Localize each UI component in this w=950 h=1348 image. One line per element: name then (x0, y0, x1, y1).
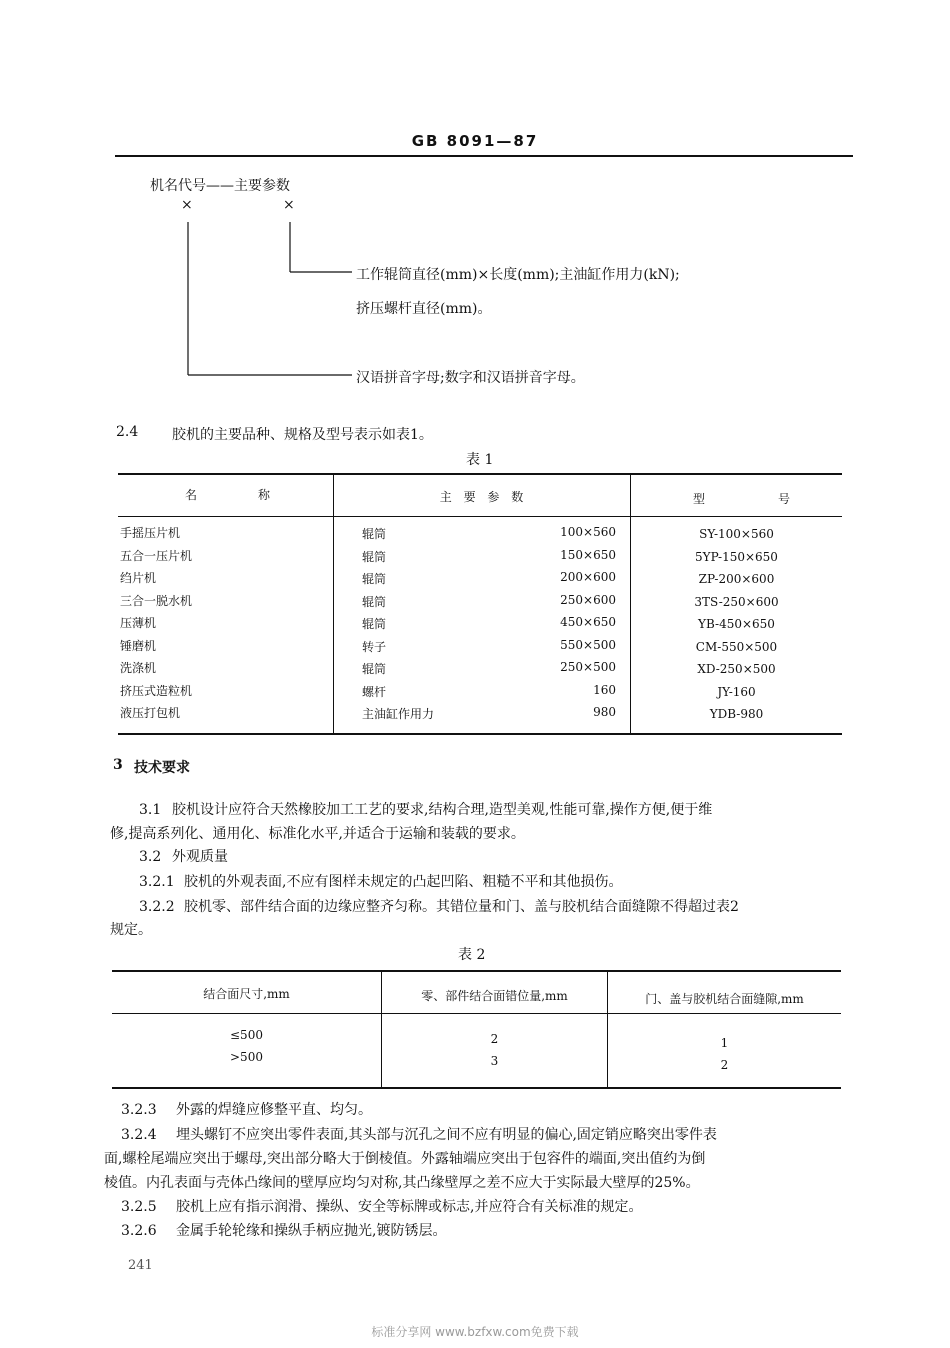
table-2-row-offset: 2 (490, 1032, 499, 1046)
table-1-row-model: YB-450×650 (698, 617, 775, 631)
clause-3-1-number: 3.1 (139, 802, 162, 818)
table-1-top-rule (118, 473, 842, 475)
diagram-connector-lines (0, 0, 950, 420)
table-1-row-part: 辊筒 (362, 527, 387, 541)
diagram-branch-2: 汉语拼音字母;数字和汉语拼音字母。 (356, 370, 585, 386)
table-1-row-model: YDB-980 (709, 707, 764, 721)
table-2-row-offset: 3 (490, 1054, 499, 1068)
table-2-header-rule (112, 1013, 841, 1014)
table-1-header-rule (118, 516, 842, 517)
diagram-branch-1-line-2: 挤压螺杆直径(mm)。 (356, 301, 492, 317)
clause-3-2-4-line-3: 棱值。内孔表面与壳体凸缘间的壁厚应均匀对称,其凸缘壁厚之差不应大于实际最大壁厚的25%。 (104, 1175, 700, 1191)
table-1-row-size: 450×650 (560, 615, 616, 629)
page-number: 241 (128, 1258, 153, 1273)
table-2-caption: 表 2 (458, 947, 486, 963)
table-1-row-model: XD-250×500 (697, 662, 776, 676)
table-1-caption: 表 1 (466, 452, 494, 468)
table-2-row-gap: 1 (720, 1036, 729, 1050)
table-1-row-name: 手摇压片机 (120, 526, 181, 540)
table-1-row-part: 螺杆 (362, 685, 387, 699)
table-1-row-size: 100×560 (560, 525, 616, 539)
table-1-row-part: 主油缸作用力 (362, 707, 435, 721)
clause-3-2-2-number: 3.2.2 (139, 899, 175, 915)
table-1-row-name: 压薄机 (120, 616, 157, 630)
table-1-row-model: CM-550×500 (695, 640, 778, 654)
clause-3-2-3-text: 外露的焊缝应修整平直、均匀。 (176, 1102, 372, 1118)
table-2-row-gap: 2 (720, 1058, 729, 1072)
table-1-row-part: 辊筒 (362, 550, 387, 564)
clause-3-2-3-number: 3.2.3 (121, 1102, 157, 1118)
table-1-row-size: 250×600 (560, 593, 616, 607)
clause-3-2-number: 3.2 (139, 849, 162, 865)
table-1-column-divider-1 (333, 474, 334, 734)
table-1-row-model: SY-100×560 (699, 527, 774, 541)
site-watermark: 标准分享网 www.bzfxw.com免费下载 (371, 1325, 579, 1339)
table-1-row-size: 150×650 (560, 548, 616, 562)
table-2-bottom-rule (112, 1087, 841, 1089)
table-1-row-size: 200×600 (560, 570, 616, 584)
clause-3-2-6-number: 3.2.6 (121, 1223, 157, 1239)
clause-3-2-4-number: 3.2.4 (121, 1127, 157, 1143)
diagram-root-label: 机名代号——主要参数 (150, 178, 290, 194)
table-1-row-name: 锤磨机 (120, 639, 157, 653)
clause-3-2-5-text: 胶机上应有指示润滑、操纵、安全等标牌或标志,并应符合有关标准的规定。 (176, 1199, 643, 1215)
clause-3-2-4-line-1: 埋头螺钉不应突出零件表面,其头部与沉孔之间不应有明显的偏心,固定销应略突出零件表 (176, 1127, 717, 1143)
diagram-mark-2: × (283, 197, 295, 213)
section-3-number: 3 (113, 757, 123, 773)
clause-2-4-number: 2.4 (116, 424, 139, 440)
table-2-header-gap: 门、盖与胶机结合面缝隙,mm (645, 992, 804, 1006)
table-1-row-name: 挤压式造粒机 (120, 684, 193, 698)
clause-3-2-1-text: 胶机的外观表面,不应有图样未规定的凸起凹陷、粗糙不平和其他损伤。 (184, 874, 623, 890)
section-3-title: 技术要求 (134, 760, 190, 776)
table-2-top-rule (112, 970, 841, 972)
diagram-branch-1-line-1: 工作辊筒直径(mm)×长度(mm);主油缸作用力(kN); (356, 267, 680, 283)
table-1-row-part: 转子 (362, 640, 387, 654)
clause-3-2-4-line-2: 面,螺栓尾端应突出于螺母,突出部分略大于倒棱值。外露轴端应突出于包容件的端面,突出值约为倒 (104, 1151, 706, 1167)
clause-3-2-2-line-2: 规定。 (110, 922, 152, 938)
table-2-header-size: 结合面尺寸,mm (203, 987, 290, 1001)
table-1-row-name: 绉片机 (120, 571, 157, 585)
table-1-row-name: 洗涤机 (120, 661, 157, 675)
table-1-row-size: 160 (593, 683, 616, 697)
clause-3-2-6-text: 金属手轮轮缘和操纵手柄应抛光,镀防锈层。 (176, 1223, 447, 1239)
table-1-row-part: 辊筒 (362, 662, 387, 676)
table-1-row-size: 980 (593, 705, 616, 719)
table-1-row-part: 辊筒 (362, 595, 387, 609)
table-1-header-model-b: 号 (778, 492, 791, 506)
table-1-header-model-a: 型 (693, 492, 706, 506)
table-1-row-part: 辊筒 (362, 572, 387, 586)
clause-3-2-text: 外观质量 (172, 849, 228, 865)
table-1-row-name: 三合一脱水机 (120, 594, 193, 608)
table-1-row-model: ZP-200×600 (698, 572, 775, 586)
table-2-header-offset: 零、部件结合面错位量,mm (421, 989, 568, 1003)
table-1-row-model: 5YP-150×650 (695, 550, 778, 564)
table-2-row-size: ≤500 (230, 1028, 263, 1042)
table-2-row-size: >500 (230, 1050, 263, 1064)
clause-3-2-5-number: 3.2.5 (121, 1199, 157, 1215)
table-1-row-size: 550×500 (560, 638, 616, 652)
table-1-header-param: 主 要 参 数 (439, 490, 524, 504)
table-1-header-name-a: 名 (185, 488, 198, 502)
table-1-row-model: 3TS-250×600 (694, 595, 779, 609)
clause-3-2-2-line-1: 胶机零、部件结合面的边缘应整齐匀称。其错位量和门、盖与胶机结合面缝隙不得超过表2 (184, 899, 739, 915)
table-1-row-model: JY-160 (717, 685, 756, 699)
table-1-header-name-b: 称 (258, 488, 271, 502)
clause-3-1-line-2: 修,提高系列化、通用化、标准化水平,并适合于运输和装载的要求。 (110, 826, 525, 842)
clause-2-4-text: 胶机的主要品种、规格及型号表示如表1。 (172, 427, 433, 443)
table-1-row-size: 250×500 (560, 660, 616, 674)
diagram-mark-1: × (181, 197, 193, 213)
table-1-row-name: 液压打包机 (120, 706, 181, 720)
clause-3-2-1-number: 3.2.1 (139, 874, 175, 890)
table-1-row-name: 五合一压片机 (120, 549, 193, 563)
table-1-bottom-rule (118, 733, 842, 735)
standard-code-header: GB 8091—87 (411, 132, 539, 150)
clause-3-1-line-1: 胶机设计应符合天然橡胶加工工艺的要求,结构合理,造型美观,性能可靠,操作方便,便于维 (172, 802, 713, 818)
table-1-row-part: 辊筒 (362, 617, 387, 631)
